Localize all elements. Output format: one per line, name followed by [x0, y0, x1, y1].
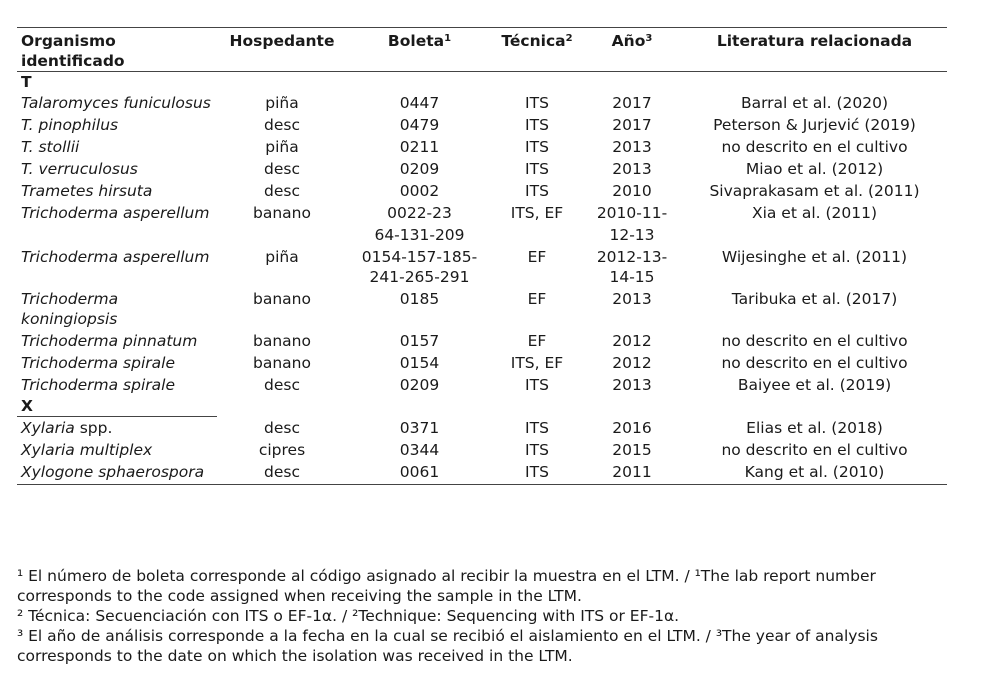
cell-hospedante-text: banano [253, 290, 311, 308]
cell-hospedante-text: banano [253, 204, 311, 222]
cell-hospedante [217, 202, 347, 224]
cell-hospedante [217, 158, 347, 180]
cell-boleta [347, 330, 492, 352]
cell-tecnica [492, 439, 582, 461]
cell-hospedante [217, 136, 347, 158]
footnotes [17, 566, 967, 666]
table-row [17, 417, 947, 440]
cell-anio [582, 224, 682, 246]
cell-tecnica-text: ITS, EF [510, 204, 564, 222]
cell-boleta [347, 158, 492, 180]
cell-tecnica-text: ITS, EF [510, 354, 564, 372]
cell-organismo-text: Trichoderma koningiopsis [21, 290, 119, 328]
section-row-t [17, 72, 947, 93]
cell-organismo [17, 288, 217, 330]
cell-organismo [17, 224, 217, 246]
cell-anio [582, 246, 682, 288]
cell-anio-text: 2013 [612, 138, 652, 156]
header-anio-label: Año [611, 32, 646, 50]
cell-literatura [682, 114, 947, 136]
cell-boleta-text: 0061 [399, 463, 440, 481]
cell-literatura-text: no descrito en el cultivo [721, 332, 908, 350]
cell-literatura [682, 92, 947, 114]
cell-literatura [682, 180, 947, 202]
cell-anio [582, 417, 682, 440]
cell-literatura-text: Barral et al. (2020) [740, 94, 889, 112]
cell-literatura-text: Kang et al. (2010) [744, 463, 885, 481]
table-row [17, 288, 947, 330]
cell-boleta [347, 288, 492, 330]
cell-anio-text: 2012-13-14-15 [596, 248, 668, 286]
cell-anio-text: 2017 [612, 116, 652, 134]
cell-boleta [347, 180, 492, 202]
cell-organismo-suffix: spp. [74, 419, 113, 437]
cell-boleta-text: 0022-23 [387, 204, 452, 222]
cell-tecnica [492, 180, 582, 202]
cell-anio [582, 114, 682, 136]
cell-organismo [17, 374, 217, 396]
cell-literatura [682, 288, 947, 330]
section-letter: T [21, 73, 32, 91]
cell-tecnica-text: ITS [525, 376, 549, 394]
cell-organismo-text: Trichoderma asperellum [21, 248, 210, 266]
cell-organismo-text: Xylaria multiplex [21, 441, 153, 459]
cell-hospedante [217, 180, 347, 202]
cell-boleta-text: 0154 [399, 354, 440, 372]
table-row [17, 158, 947, 180]
cell-literatura [682, 439, 947, 461]
cell-boleta [347, 114, 492, 136]
cell-hospedante-text: desc [264, 116, 300, 134]
cell-tecnica-text: ITS [525, 441, 549, 459]
cell-literatura [682, 246, 947, 288]
cell-tecnica-text: ITS [525, 463, 549, 481]
cell-literatura [682, 374, 947, 396]
cell-anio [582, 439, 682, 461]
cell-anio-text: 2013 [612, 376, 652, 394]
cell-hospedante-text: piña [265, 138, 299, 156]
cell-hospedante [217, 246, 347, 288]
cell-anio [582, 374, 682, 396]
cell-anio [582, 180, 682, 202]
cell-anio [582, 352, 682, 374]
cell-literatura-text: no descrito en el cultivo [721, 138, 908, 156]
cell-boleta [347, 202, 492, 224]
cell-anio [582, 92, 682, 114]
table-header [17, 28, 947, 72]
cell-boleta-text: 0157 [399, 332, 440, 350]
cell-boleta [347, 417, 492, 440]
cell-boleta-text: 0002 [399, 182, 440, 200]
footnote-marker: 3 [645, 33, 653, 44]
table-row [17, 461, 947, 485]
cell-hospedante [217, 224, 347, 246]
footnote-3: ³ El año de análisis corresponde a la fecha en la cual se recibió el aislamiento en el LTM. / ³The year of analysis corresponds to the date on which the isolation was received in the LTM. [17, 627, 878, 665]
cell-organismo [17, 180, 217, 202]
cell-hospedante-text: banano [253, 354, 311, 372]
cell-organismo-text: Talaromyces funiculosus [21, 94, 211, 112]
cell-boleta [347, 136, 492, 158]
cell-organismo [17, 114, 217, 136]
cell-tecnica-text: EF [527, 290, 547, 308]
cell-boleta [347, 92, 492, 114]
cell-tecnica [492, 374, 582, 396]
cell-hospedante [217, 417, 347, 440]
cell-organismo-text: Trichoderma spirale [21, 354, 175, 372]
cell-anio-text: 2011 [612, 463, 652, 481]
cell-hospedante [217, 114, 347, 136]
table-row [17, 114, 947, 136]
cell-organismo [17, 202, 217, 224]
table-row [17, 202, 947, 224]
cell-literatura [682, 136, 947, 158]
cell-hospedante-text: desc [264, 160, 300, 178]
cell-organismo-text: T. pinophilus [21, 116, 119, 134]
cell-hospedante-text: desc [264, 182, 300, 200]
header-tecnica-label: Técnica [501, 32, 566, 50]
table-row [17, 330, 947, 352]
cell-tecnica [492, 288, 582, 330]
cell-tecnica [492, 246, 582, 288]
cell-tecnica-text: ITS [525, 94, 549, 112]
footnote-marker: 1 [444, 33, 452, 44]
cell-organismo [17, 158, 217, 180]
cell-anio-text: 2017 [612, 94, 652, 112]
cell-anio-text: 2013 [612, 160, 652, 178]
cell-organismo-text: Xylogone sphaerospora [21, 463, 205, 481]
cell-tecnica-text: ITS [525, 160, 549, 178]
header-tecnica [492, 28, 582, 72]
cell-organismo-text: Trichoderma asperellum [21, 204, 210, 222]
cell-organismo-text: Xylaria [21, 419, 75, 437]
cell-hospedante-text: banano [253, 332, 311, 350]
cell-hospedante [217, 439, 347, 461]
table-row [17, 439, 947, 461]
header-hospedante: Hospedante [229, 32, 335, 50]
cell-boleta [347, 374, 492, 396]
cell-tecnica-text: EF [527, 248, 547, 266]
cell-hospedante [217, 374, 347, 396]
cell-organismo-text: Trichoderma spirale [21, 376, 175, 394]
footnote-marker: 2 [565, 33, 573, 44]
cell-organismo-text: Trametes hirsuta [21, 182, 153, 200]
cell-hospedante [217, 461, 347, 485]
header-boleta-label: Boleta [387, 32, 445, 50]
cell-anio-text: 2016 [612, 418, 652, 437]
cell-anio-text: 2013 [612, 290, 652, 308]
cell-boleta [347, 224, 492, 246]
cell-tecnica [492, 352, 582, 374]
cell-literatura [682, 461, 947, 485]
cell-literatura-text: Peterson & Jurjević (2019) [713, 116, 916, 134]
cell-boleta-text: 0344 [399, 441, 440, 459]
cell-boleta [347, 461, 492, 485]
header-organismo: Organismo identificado [21, 32, 125, 70]
cell-literatura-text: Elias et al. (2018) [746, 418, 883, 437]
cell-literatura [682, 330, 947, 352]
cell-anio [582, 288, 682, 330]
cell-anio-text: 2012 [612, 354, 652, 372]
cell-literatura [682, 352, 947, 374]
cell-anio [582, 330, 682, 352]
header-anio [582, 28, 682, 72]
cell-hospedante [217, 288, 347, 330]
cell-literatura-text: Baiyee et al. (2019) [737, 376, 892, 394]
cell-organismo [17, 461, 217, 485]
cell-boleta-text: 0211 [399, 138, 440, 156]
cell-boleta-text: 0371 [399, 418, 440, 437]
cell-hospedante-text: desc [264, 376, 300, 394]
cell-anio-text: 2015 [612, 441, 652, 459]
cell-organismo [17, 246, 217, 288]
cell-hospedante [217, 352, 347, 374]
cell-organismo-text: T. verruculosus [21, 160, 138, 178]
table-row [17, 180, 947, 202]
cell-organismo [17, 352, 217, 374]
cell-organismo [17, 417, 217, 440]
section-letter: X [17, 396, 217, 417]
cell-boleta-text: 0479 [399, 116, 440, 134]
cell-tecnica [492, 136, 582, 158]
cell-literatura-text: no descrito en el cultivo [721, 441, 908, 459]
cell-organismo [17, 136, 217, 158]
cell-literatura [682, 158, 947, 180]
cell-literatura-text: Miao et al. (2012) [745, 160, 884, 178]
footnote-1: ¹ El número de boleta corresponde al código asignado al recibir la muestra en el LTM. / ¹The lab report number corresponds to the code assigned when receiving the sample in the LTM. [17, 567, 876, 605]
cell-organismo [17, 439, 217, 461]
cell-tecnica-text: ITS [525, 182, 549, 200]
cell-tecnica [492, 158, 582, 180]
header-literatura: Literatura relacionada [716, 32, 913, 50]
cell-hospedante-text: cipres [258, 441, 306, 459]
header-boleta [347, 28, 492, 72]
cell-organismo [17, 92, 217, 114]
table-container [17, 27, 947, 485]
cell-anio-text: 12-13 [609, 226, 655, 244]
footnote-2: ² Técnica: Secuenciación con ITS o EF-1α. / ²Technique: Sequencing with ITS or EF-1α. [17, 607, 680, 625]
cell-hospedante-text: desc [264, 463, 300, 481]
cell-boleta-text: 0447 [399, 94, 440, 112]
table-row [17, 136, 947, 158]
section-row-x [17, 396, 947, 417]
cell-anio [582, 136, 682, 158]
cell-boleta-text: 0185 [399, 290, 440, 308]
cell-tecnica [492, 92, 582, 114]
cell-literatura-text: Sivaprakasam et al. (2011) [709, 182, 920, 200]
table-row [17, 224, 947, 246]
table-body [17, 72, 947, 93]
cell-boleta-text: 0209 [399, 160, 440, 178]
cell-tecnica [492, 461, 582, 485]
cell-boleta-text: 64-131-209 [374, 226, 465, 244]
cell-literatura-text: Xia et al. (2011) [751, 204, 878, 222]
cell-tecnica-text: ITS [525, 138, 549, 156]
cell-tecnica [492, 202, 582, 224]
cell-organismo-text: Trichoderma pinnatum [21, 332, 198, 350]
cell-hospedante [217, 92, 347, 114]
cell-tecnica-text: ITS [525, 116, 549, 134]
table-row [17, 374, 947, 396]
table-row [17, 246, 947, 288]
cell-organismo-text: T. stollii [21, 138, 80, 156]
cell-literatura [682, 417, 947, 440]
cell-tecnica-text: EF [527, 332, 547, 350]
cell-anio-text: 2010 [612, 182, 652, 200]
cell-hospedante-text: desc [264, 418, 300, 437]
cell-literatura-text: Wijesinghe et al. (2011) [721, 248, 908, 266]
table-row [17, 92, 947, 114]
cell-literatura-text: no descrito en el cultivo [721, 354, 908, 372]
section-x-header [17, 396, 947, 417]
cell-tecnica [492, 114, 582, 136]
cell-hospedante [217, 330, 347, 352]
cell-boleta [347, 352, 492, 374]
cell-tecnica [492, 330, 582, 352]
cell-anio [582, 202, 682, 224]
section-t-rows [17, 92, 947, 396]
cell-literatura [682, 202, 947, 224]
cell-boleta [347, 246, 492, 288]
cell-boleta [347, 439, 492, 461]
cell-organismo [17, 330, 217, 352]
cell-anio [582, 158, 682, 180]
cell-anio-text: 2012 [612, 332, 652, 350]
cell-literatura-text: Taribuka et al. (2017) [731, 290, 898, 308]
cell-tecnica [492, 417, 582, 440]
section-x-rows [17, 417, 947, 485]
cell-hospedante-text: piña [265, 94, 299, 112]
cell-boleta-text: 0154-157-185-241-265-291 [361, 248, 478, 286]
cell-tecnica [492, 224, 582, 246]
cell-anio-text: 2010-11- [596, 204, 668, 222]
table-row [17, 352, 947, 374]
cell-anio [582, 461, 682, 485]
cell-hospedante-text: piña [265, 248, 299, 266]
cell-literatura [682, 224, 947, 246]
cell-tecnica-text: ITS [525, 418, 549, 437]
cell-boleta-text: 0209 [399, 376, 440, 394]
organisms-table [17, 27, 947, 485]
